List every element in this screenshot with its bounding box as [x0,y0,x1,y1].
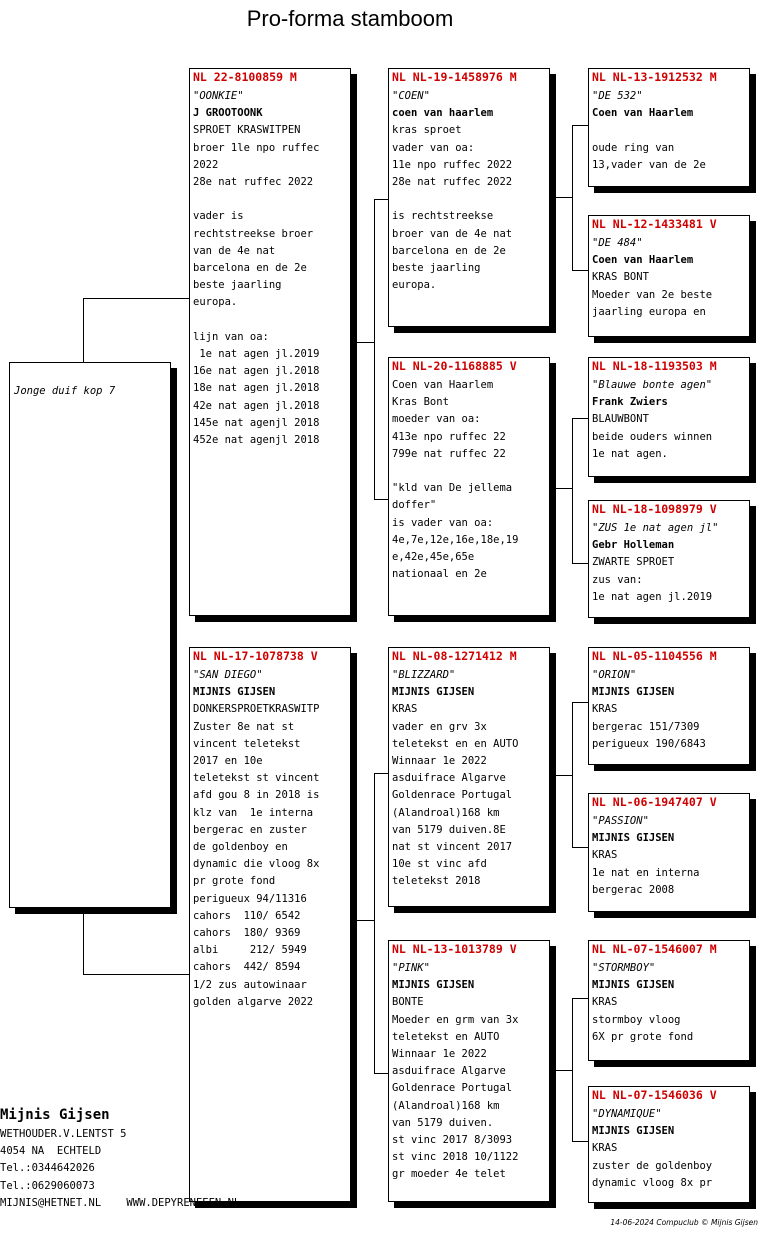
ring-number: NL NL-05-1104556 M [592,649,717,663]
connector [572,418,588,419]
ring-number: NL NL-20-1168885 V [392,359,517,373]
subject-label: Jonge duif kop 7 [14,385,116,397]
pedigree-line [392,191,546,208]
breeder-name: J GROOTOONK [193,107,263,120]
pedigree-line: vincent teletekst [193,737,301,750]
pedigree-line: DONKERSPROETKRASWITP [193,703,320,716]
connector [374,1073,388,1074]
pedigree-line: 145e nat agenjl 2018 [193,416,320,429]
pedigree-line: 18e nat agen jl.2018 [193,382,320,395]
pedigree-line: doffer" [392,499,437,512]
owner-info [0,1104,240,1212]
pedigree-line [592,122,746,139]
ring-number: NL NL-07-1546036 V [592,1088,717,1102]
ring-number: NL NL-06-1947407 V [592,795,717,809]
pigeon-name: "OONKIE" [193,90,244,102]
pedigree-line: 1e nat en interna [592,866,700,879]
connector [572,1141,588,1142]
pedigree-line: teletekst en AUTO [392,1030,500,1043]
pedigree-card[interactable] [588,940,750,1061]
pedigree-line: beide ouders winnen [592,430,713,443]
pedigree-line: kras sproet [392,124,462,137]
pedigree-line: KRAS [392,703,418,716]
connector [554,775,572,776]
owner-phone-1: Tel.:0344642026 [0,1162,95,1175]
pedigree-line: 2017 en 10e [193,755,263,768]
pedigree-line [392,463,546,480]
ring-number: NL NL-08-1271412 M [392,649,517,663]
pedigree-line: asduifrace Algarve [392,1065,506,1078]
pedigree-line: teletekst st vincent [193,772,320,785]
ring-number: NL 22-8100859 M [193,70,297,84]
ring-number: NL NL-18-1098979 V [592,502,717,516]
ring-number: NL NL-19-1458976 M [392,70,517,84]
ring-number: NL NL-18-1193503 M [592,359,717,373]
pedigree-line [193,191,347,208]
pedigree-line: vader is [193,210,244,223]
pedigree-line: oude ring van [592,141,675,154]
pedigree-line: st vinc 2018 10/1122 [392,1151,519,1164]
pedigree-card[interactable] [588,68,750,187]
connector [572,702,588,703]
pedigree-line: SPROET KRASWITPEN [193,124,301,137]
pigeon-name: "ZUS 1e nat agen jl" [592,522,719,534]
pedigree-line: rechtstreekse broer [193,227,314,240]
connector [554,1070,572,1071]
pedigree-line [193,312,347,329]
pedigree-line: Winnaar 1e 2022 [392,755,487,768]
owner-name: Mijnis Gijsen [0,1107,110,1123]
connector [572,125,573,270]
pigeon-name: "SAN DIEGO" [193,669,263,681]
breeder-name: MIJNIS GIJSEN [392,979,475,992]
pedigree-line: Moeder van 2e beste [592,288,713,301]
pedigree-line: 1e nat agen jl.2019 [592,590,713,603]
pedigree-line: KRAS BONT [592,271,649,284]
pedigree-line: van 5179 duiven.8E [392,823,506,836]
pedigree-line: 10e st vinc afd [392,858,487,871]
pedigree-line: 1e nat agen. [592,447,668,460]
pedigree-line: 16e nat agen jl.2018 [193,365,320,378]
owner-address: WETHOUDER.V.LENTST 5 [0,1128,127,1140]
connector [374,773,375,1073]
pedigree-line: Winnaar 1e 2022 [392,1048,487,1061]
pedigree-line: Goldenrace Portugal [392,1082,513,1095]
pigeon-name: "DE 532" [592,90,643,102]
connector [374,199,388,200]
ring-number: NL NL-13-1013789 V [392,942,517,956]
pedigree-line: 2022 [193,158,219,171]
connector [572,125,588,126]
pigeon-name: "COEN" [392,90,430,102]
pedigree-line: stormboy vloog [592,1013,681,1026]
pedigree-line: 452e nat agenjl 2018 [193,434,320,447]
breeder-name: Gebr Holleman [592,539,675,552]
pedigree-line: 11e npo ruffec 2022 [392,158,513,171]
pedigree-card[interactable] [588,647,750,765]
pedigree-line: 1/2 zus autowinaar [193,978,307,991]
breeder-name: Frank Zwiers [592,396,668,409]
pigeon-name: "PINK" [392,962,430,974]
pedigree-line: bergerac en zuster [193,823,307,836]
pedigree-line: KRAS [592,996,618,1009]
pedigree-card[interactable] [588,793,750,912]
ring-number: NL NL-12-1433481 V [592,217,717,231]
pedigree-line: moeder van oa: [392,413,481,426]
connector [572,847,588,848]
pedigree-line: "kld van De jellema [392,482,513,495]
owner-email-website: MIJNIS@HETNET.NL WWW.DEPYRENEEEN.NL [0,1196,241,1209]
pedigree-line: van 5179 duiven. [392,1116,494,1129]
breeder-name: Coen van Haarlem [592,107,694,120]
breeder-name: coen van haarlem [392,107,494,120]
pedigree-line: KRAS [592,849,618,862]
owner-phone-2: Tel.:0629060073 [0,1179,95,1192]
pedigree-line: albi 212/ 5949 [193,944,307,957]
breeder-name: MIJNIS GIJSEN [193,686,276,699]
connector [572,270,588,271]
pedigree-line: golden algarve 2022 [193,995,314,1008]
breeder-name: MIJNIS GIJSEN [592,832,675,845]
owner-city: 4054 NA ECHTELD [0,1145,102,1158]
pedigree-line: de goldenboy en [193,841,288,854]
ring-number: NL NL-13-1912532 M [592,70,717,84]
pedigree-line: 1e nat agen jl.2019 [193,348,320,361]
pedigree-line: vader van oa: [392,141,475,154]
breeder-name: Coen van Haarlem [592,254,694,267]
footer-credit: 14-06-2024 Compuclub © Mijnis Gijsen [610,1218,758,1227]
pedigree-line: 13,vader van de 2e [592,158,706,171]
pedigree-line: Moeder en grm van 3x [392,1013,519,1026]
pedigree-line: is vader van oa: [392,516,494,529]
pedigree-card[interactable] [588,357,750,477]
pedigree-line: Coen van Haarlem [392,379,494,391]
pedigree-line: dynamic die vloog 8x [193,858,320,871]
pedigree-line: klz van 1e interna [193,806,314,819]
pedigree-line: 28e nat ruffec 2022 [193,176,314,189]
pedigree-line: beste jaarling [392,262,481,275]
pedigree-line: teletekst 2018 [392,875,481,888]
connector [554,488,572,489]
pedigree-line: barcelona en de 2e [193,262,307,275]
pedigree-line: zuster de goldenboy [592,1159,713,1172]
connector [374,499,388,500]
connector [83,914,84,974]
pedigree-line: bergerac 151/7309 [592,720,700,733]
pedigree-line: 799e nat ruffec 22 [392,447,506,460]
pedigree-card[interactable] [588,1086,750,1203]
pedigree-line: pr grote fond [193,875,276,888]
pigeon-name: "STORMBOY" [592,962,656,974]
pedigree-line: beste jaarling [193,279,282,292]
pedigree-line: nationaal en 2e [392,568,487,581]
pedigree-line: ZWARTE SPROET [592,556,675,569]
breeder-name: MIJNIS GIJSEN [592,1125,675,1138]
connector [83,298,189,299]
pedigree-line: nat st vincent 2017 [392,841,513,854]
pedigree-line: st vinc 2017 8/3093 [392,1134,513,1147]
pedigree-card[interactable] [388,647,550,907]
connector [83,974,189,975]
pedigree-line: dynamic vloog 8x pr [592,1176,713,1189]
pedigree-line: asduifrace Algarve [392,772,506,785]
pedigree-line: KRAS [592,703,618,716]
pedigree-line: cahors 110/ 6542 [193,909,301,922]
pedigree-card[interactable] [388,68,550,327]
pedigree-line: 28e nat ruffec 2022 [392,176,513,189]
pedigree-card[interactable] [388,357,550,616]
pedigree-line: teletekst en en AUTO [392,737,519,750]
pedigree-line: van de 4e nat [193,244,276,257]
pedigree-line: broer 1le npo ruffec [193,141,320,154]
pedigree-line: cahors 442/ 8594 [193,961,301,974]
connector [572,998,573,1141]
pedigree-card[interactable] [588,215,750,337]
pedigree-card[interactable] [189,68,351,616]
pedigree-line: 4e,7e,12e,16e,18e,19 [392,533,519,546]
connector [374,773,388,774]
breeder-name: MIJNIS GIJSEN [592,979,675,992]
pedigree-line: 413e npo ruffec 22 [392,430,506,443]
pedigree-line: broer van de 4e nat [392,227,513,240]
pigeon-name: "DE 484" [592,237,643,249]
pedigree-line: cahors 180/ 9369 [193,927,301,940]
breeder-name: MIJNIS GIJSEN [392,686,475,699]
pigeon-name: "Blauwe bonte agen" [592,379,713,391]
pigeon-name: "PASSION" [592,815,649,827]
pedigree-line: is rechtstreekse [392,210,494,223]
pedigree-line: afd gou 8 in 2018 is [193,789,320,802]
connector [572,702,573,847]
page-title: Pro-forma stamboom [246,6,454,31]
connector [356,342,374,343]
pedigree-line: BONTE [392,996,424,1009]
pedigree-line: Zuster 8e nat st [193,720,295,733]
ring-number: NL NL-07-1546007 M [592,942,717,956]
pigeon-name: "ORION" [592,669,637,681]
pedigree-line: gr moeder 4e telet [392,1168,506,1181]
pigeon-name: "DYNAMIQUE" [592,1108,662,1120]
pedigree-line: perigueux 190/6843 [592,737,706,750]
subject-box[interactable] [9,362,171,908]
connector [572,998,588,999]
pedigree-line: e,42e,45e,65e [392,551,475,564]
pedigree-line: jaarling europa en [592,305,706,318]
pedigree-line: (Alandroal)168 km [392,806,500,819]
ring-number: NL NL-17-1078738 V [193,649,318,663]
pedigree-line: europa. [392,279,437,292]
pedigree-line: 6X pr grote fond [592,1030,694,1043]
pedigree-line: barcelona en de 2e [392,244,506,257]
connector [572,563,588,564]
pedigree-line: (Alandroal)168 km [392,1099,500,1112]
pedigree-line: zus van: [592,573,643,586]
pedigree-card[interactable] [388,940,550,1202]
pedigree-line: perigueux 94/11316 [193,892,307,905]
pedigree-line: Goldenrace Portugal [392,789,513,802]
connector [554,197,572,198]
connector [356,920,374,921]
pedigree-line: KRAS [592,1142,618,1155]
pedigree-line: BLAUWBONT [592,413,649,426]
connector [83,298,84,362]
pedigree-line: 42e nat agen jl.2018 [193,399,320,412]
pedigree-line: lijn van oa: [193,330,269,343]
pedigree-line: vader en grv 3x [392,720,487,733]
breeder-name: MIJNIS GIJSEN [592,686,675,699]
pedigree-line: bergerac 2008 [592,883,675,896]
connector [572,418,573,563]
pigeon-name: "BLIZZARD" [392,669,456,681]
pedigree-line: europa. [193,296,238,309]
connector [374,199,375,499]
pedigree-card[interactable] [588,500,750,618]
pedigree-line: Kras Bont [392,396,449,409]
